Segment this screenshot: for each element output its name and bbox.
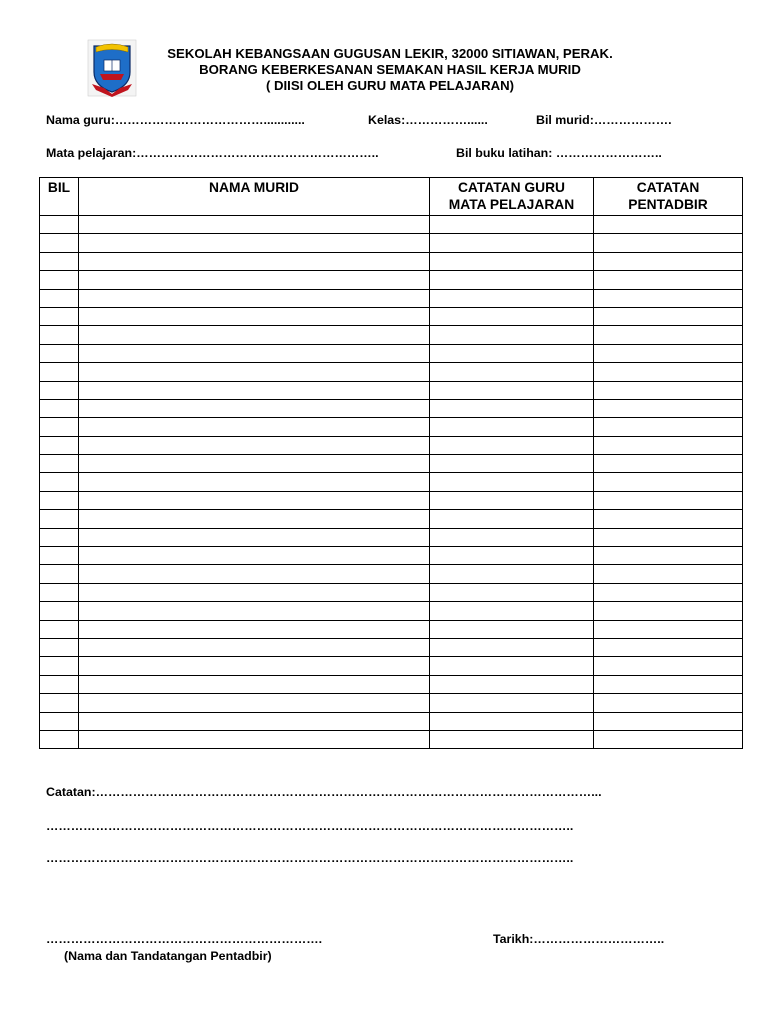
catatan-guru-cell[interactable] (430, 271, 594, 289)
catatan-guru-cell[interactable] (430, 620, 594, 638)
table-row (40, 473, 743, 491)
student-table (39, 177, 743, 749)
bil-cell[interactable] (40, 694, 79, 712)
catatan-pentadbir-cell[interactable] (594, 363, 743, 381)
table-row (40, 730, 743, 748)
table-row (40, 455, 743, 473)
catatan-pentadbir-cell[interactable] (594, 271, 743, 289)
bil-cell[interactable] (40, 307, 79, 325)
catatan-line-3[interactable]: ……………………………………………………………………………………………………………….. (46, 851, 574, 865)
catatan-pentadbir-cell[interactable] (594, 730, 743, 748)
nama-murid-cell[interactable] (79, 436, 430, 454)
table-row (40, 436, 743, 454)
header-nama-murid: NAMA MURID (79, 178, 430, 216)
catatan-pentadbir-cell[interactable] (594, 602, 743, 620)
bil-cell[interactable] (40, 289, 79, 307)
bil-cell[interactable] (40, 252, 79, 270)
catatan-pentadbir-cell[interactable] (594, 675, 743, 693)
bil-cell[interactable] (40, 216, 79, 234)
nama-murid-cell[interactable] (79, 547, 430, 565)
catatan-pentadbir-cell[interactable] (594, 307, 743, 325)
nama-murid-cell[interactable] (79, 234, 430, 252)
catatan-guru-cell[interactable] (430, 657, 594, 675)
catatan-pentadbir-cell[interactable] (594, 473, 743, 491)
header-bil: BIL (40, 178, 79, 216)
catatan-pentadbir-cell[interactable] (594, 712, 743, 730)
table-row (40, 583, 743, 601)
catatan-guru-cell[interactable] (430, 307, 594, 325)
nama-murid-cell[interactable] (79, 326, 430, 344)
bil-cell[interactable] (40, 436, 79, 454)
catatan-pentadbir-cell[interactable] (594, 528, 743, 546)
nama-murid-cell[interactable] (79, 565, 430, 583)
bil-cell[interactable] (40, 473, 79, 491)
table-body (40, 216, 743, 749)
catatan-pentadbir-cell[interactable] (594, 455, 743, 473)
catatan-guru-cell[interactable] (430, 381, 594, 399)
table-row (40, 491, 743, 509)
bil-cell[interactable] (40, 638, 79, 656)
table-row (40, 638, 743, 656)
signature-caption: (Nama dan Tandatangan Pentadbir) (64, 949, 272, 963)
bil-murid-field[interactable]: Bil murid:………………. (536, 113, 672, 127)
catatan-pentadbir-cell[interactable] (594, 657, 743, 675)
bil-cell[interactable] (40, 418, 79, 436)
catatan-pentadbir-cell[interactable] (594, 344, 743, 362)
catatan-guru-cell[interactable] (430, 252, 594, 270)
school-crest-icon (86, 38, 138, 98)
nama-murid-cell[interactable] (79, 491, 430, 509)
nama-guru-field[interactable]: Nama guru:………………………………............ (46, 113, 305, 127)
table-row (40, 399, 743, 417)
catatan-guru-cell[interactable] (430, 289, 594, 307)
nama-murid-cell[interactable] (79, 363, 430, 381)
table-row (40, 565, 743, 583)
nama-murid-cell[interactable] (79, 510, 430, 528)
nama-murid-cell[interactable] (79, 583, 430, 601)
catatan-guru-cell[interactable] (430, 418, 594, 436)
bil-cell[interactable] (40, 602, 79, 620)
catatan-pentadbir-cell[interactable] (594, 491, 743, 509)
catatan-guru-cell[interactable] (430, 363, 594, 381)
table-row (40, 602, 743, 620)
bil-cell[interactable] (40, 399, 79, 417)
bil-cell[interactable] (40, 234, 79, 252)
table-row (40, 528, 743, 546)
bil-cell[interactable] (40, 675, 79, 693)
catatan-guru-cell[interactable] (430, 730, 594, 748)
nama-murid-cell[interactable] (79, 638, 430, 656)
catatan-guru-cell[interactable] (430, 583, 594, 601)
nama-murid-cell[interactable] (79, 455, 430, 473)
catatan-pentadbir-cell[interactable] (594, 252, 743, 270)
catatan-guru-cell[interactable] (430, 528, 594, 546)
form-subtitle: ( DIISI OLEH GURU MATA PELAJARAN) (265, 78, 515, 93)
nama-murid-cell[interactable] (79, 216, 430, 234)
header-catatan-pentadbir: CATATAN PENTADBIR (594, 178, 743, 216)
nama-murid-cell[interactable] (79, 252, 430, 270)
form-header (150, 46, 630, 94)
catatan-guru-cell[interactable] (430, 694, 594, 712)
table-row (40, 307, 743, 325)
bil-cell[interactable] (40, 583, 79, 601)
bil-cell[interactable] (40, 271, 79, 289)
nama-murid-cell[interactable] (79, 381, 430, 399)
bil-cell[interactable] (40, 657, 79, 675)
catatan-guru-cell[interactable] (430, 216, 594, 234)
table-row (40, 620, 743, 638)
table-row (40, 326, 743, 344)
nama-murid-cell[interactable] (79, 307, 430, 325)
kelas-field[interactable]: Kelas:……………...... (368, 113, 488, 127)
catatan-pentadbir-cell[interactable] (594, 326, 743, 344)
catatan-pentadbir-cell[interactable] (594, 510, 743, 528)
bil-cell[interactable] (40, 363, 79, 381)
catatan-guru-cell[interactable] (430, 510, 594, 528)
table-row (40, 289, 743, 307)
table-row (40, 675, 743, 693)
catatan-guru-cell[interactable] (430, 399, 594, 417)
table-row (40, 216, 743, 234)
signature-line[interactable]: …………………………………………………………. (46, 932, 323, 946)
catatan-guru-cell[interactable] (430, 491, 594, 509)
bil-cell[interactable] (40, 620, 79, 638)
catatan-pentadbir-cell[interactable] (594, 216, 743, 234)
school-name: SEKOLAH KEBANGSAAN GUGUSAN LEKIR, 32000 SITIAWAN, PERAK. (167, 46, 613, 61)
nama-murid-cell[interactable] (79, 289, 430, 307)
catatan-guru-cell[interactable] (430, 638, 594, 656)
table-row (40, 363, 743, 381)
nama-murid-cell[interactable] (79, 399, 430, 417)
catatan-guru-cell[interactable] (430, 565, 594, 583)
catatan-pentadbir-cell[interactable] (594, 289, 743, 307)
catatan-guru-cell[interactable] (430, 436, 594, 454)
bil-cell[interactable] (40, 491, 79, 509)
table-row (40, 657, 743, 675)
nama-murid-cell[interactable] (79, 694, 430, 712)
bil-cell[interactable] (40, 712, 79, 730)
nama-murid-cell[interactable] (79, 730, 430, 748)
catatan-pentadbir-cell[interactable] (594, 638, 743, 656)
table-row (40, 234, 743, 252)
bil-cell[interactable] (40, 510, 79, 528)
nama-murid-cell[interactable] (79, 657, 430, 675)
catatan-pentadbir-cell[interactable] (594, 547, 743, 565)
nama-murid-cell[interactable] (79, 473, 430, 491)
bil-cell[interactable] (40, 730, 79, 748)
form-title: BORANG KEBERKESANAN SEMAKAN HASIL KERJA MURID (199, 62, 581, 77)
catatan-guru-cell[interactable] (430, 344, 594, 362)
nama-murid-cell[interactable] (79, 344, 430, 362)
catatan-field[interactable]: Catatan:…………………………………………………………………………………………………………... (46, 785, 602, 799)
catatan-guru-cell[interactable] (430, 326, 594, 344)
table-row (40, 271, 743, 289)
nama-murid-cell[interactable] (79, 620, 430, 638)
bil-cell[interactable] (40, 344, 79, 362)
header-catatan-guru: CATATAN GURU MATA PELAJARAN (430, 178, 594, 216)
catatan-pentadbir-cell[interactable] (594, 565, 743, 583)
bil-cell[interactable] (40, 381, 79, 399)
nama-murid-cell[interactable] (79, 602, 430, 620)
table-row (40, 712, 743, 730)
catatan-guru-cell[interactable] (430, 473, 594, 491)
catatan-guru-cell[interactable] (430, 547, 594, 565)
nama-murid-cell[interactable] (79, 675, 430, 693)
catatan-line-2[interactable]: ……………………………………………………………………………………………………………….. (46, 819, 574, 833)
bil-cell[interactable] (40, 565, 79, 583)
catatan-pentadbir-cell[interactable] (594, 399, 743, 417)
catatan-pentadbir-cell[interactable] (594, 620, 743, 638)
nama-murid-cell[interactable] (79, 528, 430, 546)
catatan-guru-cell[interactable] (430, 712, 594, 730)
table-header-row (40, 178, 743, 216)
mata-pelajaran-field[interactable]: Mata pelajaran:………………………………………………….. (46, 146, 379, 160)
bil-cell[interactable] (40, 528, 79, 546)
catatan-pentadbir-cell[interactable] (594, 694, 743, 712)
catatan-guru-cell[interactable] (430, 234, 594, 252)
table-row (40, 252, 743, 270)
bil-cell[interactable] (40, 326, 79, 344)
bil-buku-latihan-field[interactable]: Bil buku latihan: …………………….. (456, 146, 662, 160)
nama-murid-cell[interactable] (79, 418, 430, 436)
nama-murid-cell[interactable] (79, 271, 430, 289)
tarikh-field[interactable]: Tarikh:………………………….. (493, 932, 665, 946)
table-row (40, 381, 743, 399)
table-row (40, 510, 743, 528)
catatan-guru-cell[interactable] (430, 675, 594, 693)
table-row (40, 694, 743, 712)
table-row (40, 418, 743, 436)
catatan-pentadbir-cell[interactable] (594, 381, 743, 399)
catatan-pentadbir-cell[interactable] (594, 436, 743, 454)
catatan-guru-cell[interactable] (430, 455, 594, 473)
table-row (40, 547, 743, 565)
bil-cell[interactable] (40, 455, 79, 473)
catatan-pentadbir-cell[interactable] (594, 418, 743, 436)
catatan-pentadbir-cell[interactable] (594, 583, 743, 601)
bil-cell[interactable] (40, 547, 79, 565)
catatan-pentadbir-cell[interactable] (594, 234, 743, 252)
nama-murid-cell[interactable] (79, 712, 430, 730)
catatan-guru-cell[interactable] (430, 602, 594, 620)
table-row (40, 344, 743, 362)
